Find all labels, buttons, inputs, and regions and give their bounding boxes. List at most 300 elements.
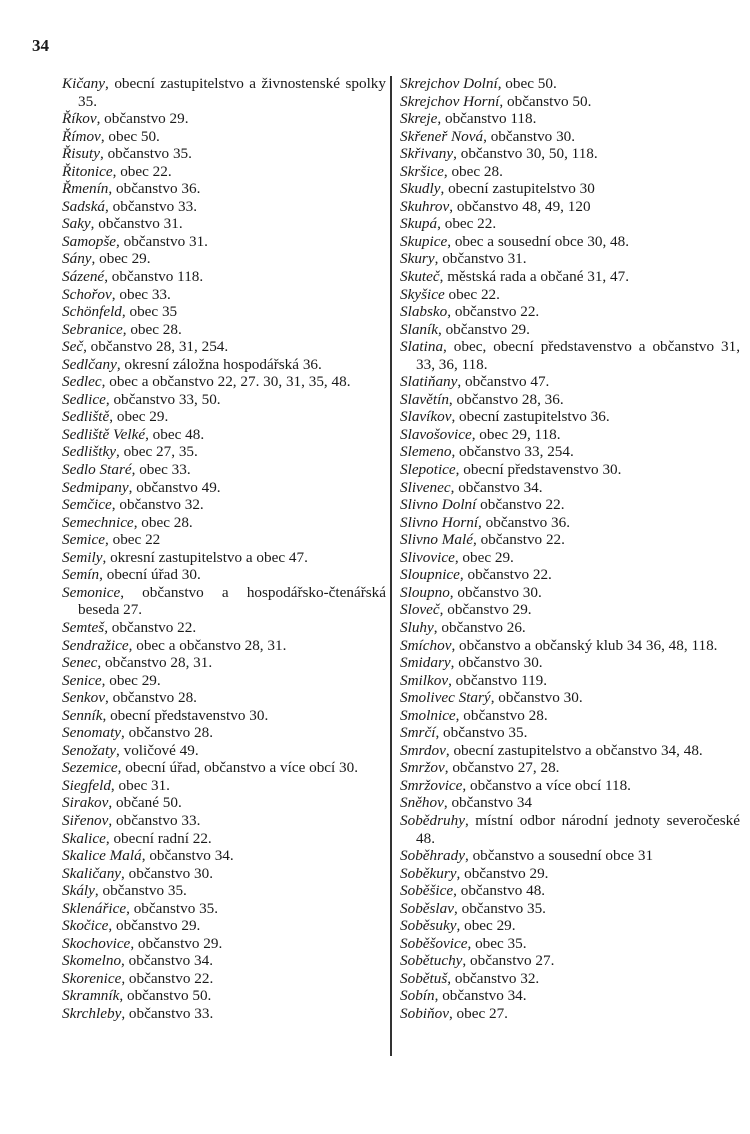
place-name: Sobín: [400, 987, 435, 1005]
place-name: Smidary: [400, 654, 451, 672]
place-name: Smíchov: [400, 636, 452, 654]
place-name: Říkov: [62, 110, 97, 128]
place-name: Sedliště Velké: [62, 425, 146, 443]
place-name: Sobiňov: [400, 1004, 449, 1022]
place-name: Sirakov: [62, 794, 109, 812]
index-entry: [62, 549, 386, 567]
index-entry: [400, 952, 740, 970]
index-entry: [400, 759, 740, 777]
place-name: Soběšice: [400, 882, 454, 900]
entry-text: , občanstvo 28.: [121, 724, 214, 742]
entry-text: , občanstvo 28.: [455, 706, 548, 724]
place-name: Sendražice: [62, 636, 129, 654]
index-entry: [62, 286, 386, 304]
entry-text: , obec 33.: [131, 461, 191, 479]
place-name: Smolivec Starý: [400, 689, 491, 707]
place-name: Slivenec: [400, 478, 451, 496]
index-entry: [62, 970, 386, 988]
index-entry: [400, 479, 740, 497]
entry-text: , obec a sousední obce 30, 48.: [447, 232, 630, 250]
place-name: Soběsuky: [400, 917, 457, 935]
place-name: Skorenice: [62, 969, 122, 987]
index-entry: [62, 707, 386, 725]
entry-text: , občanstvo 48, 49, 120: [449, 197, 591, 215]
index-entry: [62, 847, 386, 865]
entry-text: , obecní zastupitelstvo 30: [440, 180, 595, 198]
index-entry: [400, 110, 740, 128]
entry-text: , obecní představenstvo 30.: [102, 706, 269, 724]
index-entry: [62, 75, 386, 110]
index-entry: [400, 461, 740, 479]
place-name: Sněhov: [400, 794, 444, 812]
place-name: Sluhy: [400, 618, 434, 636]
entry-text: , občanstvo 34.: [434, 987, 527, 1005]
index-entry: [400, 654, 740, 672]
entry-text: , občanstvo 49.: [128, 478, 221, 496]
place-name: Skrejchov Horní: [400, 92, 500, 110]
index-entry: [62, 830, 386, 848]
index-entry: [62, 654, 386, 672]
place-name: Sedliště: [62, 408, 110, 426]
index-entry: [400, 1005, 740, 1023]
entry-text: , obec 31.: [110, 776, 170, 794]
place-name: Sány: [62, 250, 92, 268]
place-name: Sedlištky: [62, 443, 116, 461]
index-entry: [62, 865, 386, 883]
entry-text: , občanstvo 31.: [116, 232, 208, 250]
entry-text: , občanstvo 28, 36.: [448, 390, 564, 408]
entry-text: , občanstvo 33.: [121, 1004, 214, 1022]
place-name: Skramník: [62, 987, 120, 1005]
index-entry: [62, 198, 386, 216]
entry-text: , občanstvo a občanský klub 34 36, 48, 118.: [451, 636, 718, 654]
index-entry: [62, 637, 386, 655]
place-name: Seč: [62, 338, 84, 356]
entry-text: , občanstvo 31.: [434, 250, 527, 268]
place-name: Sedlo Staré: [62, 461, 132, 479]
entry-text: , obec 35.: [467, 934, 527, 952]
place-name: Skochovice: [62, 934, 131, 952]
entry-text: , obec 29.: [454, 548, 514, 566]
index-entry: [62, 356, 386, 374]
index-entry: [62, 619, 386, 637]
index-entry: [400, 321, 740, 339]
place-name: Senkov: [62, 689, 106, 707]
index-entry: [62, 759, 386, 777]
place-name: Slavíkov: [400, 408, 452, 426]
index-entry: [62, 812, 386, 830]
place-name: Sebranice: [62, 320, 123, 338]
entry-text: , občanstvo 22.: [104, 618, 197, 636]
place-name: Sloveč: [400, 601, 440, 619]
index-entry: [62, 479, 386, 497]
entry-text: , občanstvo 27.: [462, 952, 555, 970]
index-entry: [62, 689, 386, 707]
entry-text: , občanstvo a hospodářsko-čtenářská beseda 27.: [78, 583, 386, 619]
place-name: Semonice: [62, 583, 121, 601]
place-name: Siřenov: [62, 811, 109, 829]
index-entry: [62, 584, 386, 619]
place-name: Skály: [62, 882, 95, 900]
place-name: Sedlčany: [62, 355, 117, 373]
entry-text: , občanstvo 30.: [450, 654, 543, 672]
place-name: Slivno Dolní: [400, 496, 477, 514]
index-entry: [400, 987, 740, 1005]
entry-text: , občanstvo 50.: [119, 987, 212, 1005]
index-entry: [400, 601, 740, 619]
place-name: Semechnice: [62, 513, 134, 531]
index-entry: [400, 426, 740, 444]
entry-text: , občanstvo 33, 254.: [451, 443, 574, 461]
place-name: Sklenářice: [62, 899, 127, 917]
entry-text: , obec 29.: [109, 408, 169, 426]
entry-text: , obec a občanstvo 22, 27. 30, 31, 35, 48.: [101, 373, 351, 391]
place-name: Skudly: [400, 180, 441, 198]
entry-text: , občanstvo a sousední obce 31: [464, 847, 654, 865]
place-name: Semčice: [62, 496, 112, 514]
place-name: Soběkury: [400, 864, 457, 882]
entry-text: , občanstvo 119.: [448, 671, 548, 689]
index-entry: [400, 812, 740, 847]
entry-text: , občanstvo 33.: [108, 811, 201, 829]
place-name: Skuteč: [400, 268, 440, 286]
place-name: Slatiňany: [400, 373, 458, 391]
entry-text: , občanstvo 35.: [454, 899, 546, 917]
index-entry: [400, 847, 740, 865]
entry-text: , občanstvo 27, 28.: [444, 759, 560, 777]
entry-text: , občanstvo 29.: [456, 864, 549, 882]
place-name: Skuhrov: [400, 197, 450, 215]
index-entry: [400, 637, 740, 655]
entry-text: , občanstvo 33, 50.: [105, 390, 221, 408]
entry-text: , obec 50.: [100, 127, 160, 145]
entry-text: , obec, obecní představenstvo a občanstvo 31, 33, 36, 118.: [416, 338, 740, 373]
place-name: Slavošovice: [400, 425, 472, 443]
index-entry: [400, 198, 740, 216]
entry-text: , občanstvo 35.: [126, 899, 219, 917]
index-entry: [62, 794, 386, 812]
index-entry: [62, 987, 386, 1005]
entry-text: , obec 27.: [448, 1004, 508, 1022]
entry-text: , občanstvo 30.: [483, 127, 576, 145]
place-name: Sobětuš: [400, 969, 448, 987]
index-entry: [62, 163, 386, 181]
entry-text: obec 22.: [444, 285, 500, 303]
entry-text: , občanstvo 35.: [94, 882, 187, 900]
entry-text: , občanstvo 36.: [108, 180, 201, 198]
entry-text: , občané 50.: [108, 794, 182, 812]
index-column-left: [62, 75, 386, 1023]
index-entry: [400, 917, 740, 935]
place-name: Semteš: [62, 618, 105, 636]
place-name: Slavětín: [400, 390, 449, 408]
entry-text: , občanstvo 22.: [447, 303, 540, 321]
entry-text: , obec 33.: [111, 285, 171, 303]
place-name: Slivno Malé: [400, 531, 473, 549]
entry-text: , obec 28.: [133, 513, 193, 531]
entry-text: , občanstvo 118.: [104, 268, 204, 286]
index-entry: [400, 549, 740, 567]
place-name: Skřivany: [400, 145, 454, 163]
index-entry: [400, 93, 740, 111]
entry-text: , občanstvo 22.: [121, 969, 214, 987]
entry-text: , obec 35: [121, 303, 178, 321]
index-entry: [62, 917, 386, 935]
column-divider: [390, 76, 392, 1056]
index-entry: [400, 268, 740, 286]
entry-text: , občanstvo 30.: [121, 864, 214, 882]
entry-text: , občanstvo 29.: [96, 110, 189, 128]
index-entry: [400, 619, 740, 637]
entry-text: , občanstvo 47.: [457, 373, 550, 391]
place-name: Schořov: [62, 285, 112, 303]
index-entry: [400, 215, 740, 233]
entry-text: , obec 48.: [145, 425, 205, 443]
entry-text: , občanstvo 118.: [437, 110, 537, 128]
index-entry: [62, 566, 386, 584]
place-name: Senomaty: [62, 724, 122, 742]
index-entry: [62, 391, 386, 409]
place-name: Soběslav: [400, 899, 454, 917]
index-entry: [62, 900, 386, 918]
index-entry: [400, 286, 740, 304]
index-entry: [62, 110, 386, 128]
index-entry: [400, 145, 740, 163]
place-name: Skalice: [62, 829, 106, 847]
index-entry: [62, 777, 386, 795]
index-entry: [400, 531, 740, 549]
index-entry: [62, 145, 386, 163]
entry-text: , občanstvo 35.: [435, 724, 528, 742]
entry-text: , občanstvo 32.: [111, 496, 204, 514]
place-name: Skrejchov Dolní: [400, 75, 498, 92]
entry-text: , občanstvo 28.: [105, 689, 197, 707]
index-entry: [62, 443, 386, 461]
entry-text: , občanstvo 33.: [105, 197, 197, 215]
index-entry: [62, 180, 386, 198]
index-entry: [62, 496, 386, 514]
index-entry: [400, 250, 740, 268]
index-entry: [62, 233, 386, 251]
place-name: Skomelno: [62, 952, 122, 970]
place-name: Skřeneř Nová: [400, 127, 484, 145]
index-entry: [62, 952, 386, 970]
entry-text: , občanstvo 34.: [121, 952, 214, 970]
place-name: Kičany: [62, 75, 106, 92]
index-entry: [400, 777, 740, 795]
index-entry: [62, 321, 386, 339]
entry-text: , obecní zastupitelstvo a občanstvo 34, 48.: [445, 741, 703, 759]
place-name: Semín: [62, 566, 100, 584]
entry-text: , obec 29.: [456, 917, 516, 935]
index-entry: [400, 724, 740, 742]
index-entry: [400, 514, 740, 532]
place-name: Sloupnice: [400, 566, 460, 584]
entry-text: , obec 29.: [91, 250, 151, 268]
entry-text: , obec 29.: [101, 671, 161, 689]
index-entry: [400, 408, 740, 426]
entry-text: , občanstvo 22.: [472, 531, 565, 549]
index-entry: [400, 75, 740, 93]
place-name: Smrčí: [400, 724, 436, 742]
place-name: Slivovice: [400, 548, 455, 566]
place-name: Skrchleby: [62, 1004, 122, 1022]
place-name: Sedmipany: [62, 478, 129, 496]
place-name: Skreje: [400, 110, 438, 128]
entry-text: , občanstvo 34: [443, 794, 533, 812]
entry-text: , obecní představenstvo 30.: [455, 461, 622, 479]
entry-text: , obec 27, 35.: [115, 443, 198, 461]
place-name: Semily: [62, 548, 103, 566]
place-name: Skupice: [400, 232, 448, 250]
index-entry: [400, 496, 740, 514]
entry-text: , obec 22: [105, 531, 161, 549]
entry-text: , občanstvo 31.: [90, 215, 183, 233]
place-name: Skyšice: [400, 285, 445, 303]
entry-text: , místní odbor národní jednoty severočeské 48.: [416, 811, 740, 847]
entry-text: , obecní radní 22.: [105, 829, 212, 847]
index-entry: [62, 935, 386, 953]
place-name: Soběšovice: [400, 934, 468, 952]
index-entry: [62, 373, 386, 391]
index-entry: [62, 338, 386, 356]
entry-text: , občanstvo 30, 50, 118.: [453, 145, 598, 163]
place-name: Sadská: [62, 197, 106, 215]
index-entry: [400, 672, 740, 690]
index-entry: [400, 882, 740, 900]
entry-text: , obec 50.: [497, 75, 557, 92]
index-entry: [400, 128, 740, 146]
place-name: Slatina: [400, 338, 444, 356]
place-name: Skršice: [400, 162, 444, 180]
index-entry: [62, 1005, 386, 1023]
entry-text: , obecní úřad, občanstvo a více obcí 30.: [117, 759, 359, 777]
index-entry: [62, 742, 386, 760]
place-name: Skury: [400, 250, 435, 268]
entry-text: , občanstvo 29.: [130, 934, 223, 952]
entry-text: , obecní úřad 30.: [99, 566, 201, 584]
place-name: Smrdov: [400, 741, 446, 759]
page-number: 34: [32, 36, 49, 55]
place-name: Senník: [62, 706, 103, 724]
index-entry: [400, 584, 740, 602]
index-entry: [62, 672, 386, 690]
entry-text: , občanstvo 34.: [450, 478, 543, 496]
index-entry: [400, 794, 740, 812]
place-name: Smržovice: [400, 776, 463, 794]
entry-text: , občanstvo 35.: [99, 145, 192, 163]
place-name: Řisuty: [62, 145, 100, 163]
entry-text: , občanstvo 36.: [478, 513, 571, 531]
place-name: Senožaty: [62, 741, 116, 759]
index-entry: [62, 128, 386, 146]
entry-text: , občanstvo 29.: [108, 917, 201, 935]
index-entry: [62, 724, 386, 742]
place-name: Řmenín: [62, 180, 109, 198]
index-entry: [62, 531, 386, 549]
entry-text: , občanstvo 30.: [449, 583, 542, 601]
entry-text: , voličové 49.: [116, 741, 199, 759]
entry-text: , obecní zastupitelstvo 36.: [451, 408, 610, 426]
index-entry: [62, 303, 386, 321]
index-entry: [400, 338, 740, 373]
place-name: Samopše: [62, 232, 116, 250]
index-entry: [400, 303, 740, 321]
place-name: Senice: [62, 671, 102, 689]
entry-text: , občanstvo 48.: [453, 882, 546, 900]
entry-text: , občanstvo 26.: [433, 618, 526, 636]
place-name: Sloupno: [400, 583, 450, 601]
place-name: Sobědruhy: [400, 811, 465, 829]
index-entry: [400, 742, 740, 760]
index-entry: [400, 233, 740, 251]
entry-text: , obec 28.: [122, 320, 182, 338]
entry-text: , občanstvo a více obcí 118.: [462, 776, 631, 794]
entry-text: , okresní záložna hospodářská 36.: [116, 355, 322, 373]
index-entry: [400, 707, 740, 725]
entry-text: , občanstvo 32.: [447, 969, 540, 987]
place-name: Soběhrady: [400, 847, 465, 865]
index-entry: [62, 268, 386, 286]
index-entry: [62, 215, 386, 233]
index-entry: [400, 180, 740, 198]
place-name: Sezemice: [62, 759, 118, 777]
place-name: Slaník: [400, 320, 438, 338]
index-entry: [400, 900, 740, 918]
place-name: Sázené: [62, 268, 105, 286]
entry-text: , obec 29, 118.: [471, 425, 561, 443]
index-entry: [400, 865, 740, 883]
place-name: Slemeno: [400, 443, 452, 461]
place-name: Smilkov: [400, 671, 449, 689]
entry-text: , občanstvo 50.: [499, 92, 592, 110]
index-entry: [62, 250, 386, 268]
entry-text: , obec 28.: [443, 162, 503, 180]
entry-text: , občanstvo 28, 31, 254.: [83, 338, 229, 356]
index-entry: [62, 461, 386, 479]
place-name: Siegfeld: [62, 776, 111, 794]
place-name: Římov: [62, 127, 101, 145]
index-entry: [62, 408, 386, 426]
index-entry: [62, 882, 386, 900]
entry-text: , obec 22.: [437, 215, 497, 233]
index-entry: [400, 970, 740, 988]
entry-text: , občanstvo 29.: [437, 320, 530, 338]
entry-text: , obec a občanstvo 28, 31.: [128, 636, 287, 654]
place-name: Smržov: [400, 759, 445, 777]
place-name: Schönfeld: [62, 303, 122, 321]
place-name: Smolnice: [400, 706, 456, 724]
entry-text: , občanstvo 28, 31.: [97, 654, 213, 672]
place-name: Sedlice: [62, 390, 106, 408]
index-entry: [62, 514, 386, 532]
place-name: Sedlec: [62, 373, 102, 391]
index-entry: [400, 443, 740, 461]
entry-text: občanstvo 22.: [476, 496, 565, 514]
place-name: Saky: [62, 215, 91, 233]
index-entry: [400, 373, 740, 391]
place-name: Senec: [62, 654, 98, 672]
place-name: Skaličany: [62, 864, 122, 882]
index-entry: [62, 426, 386, 444]
entry-text: , občanstvo 29.: [439, 601, 532, 619]
index-column-right: [400, 75, 740, 1023]
entry-text: , obecní zastupitelstvo a živnostenské spolky 35.: [78, 75, 386, 110]
entry-text: , občanstvo 22.: [459, 566, 552, 584]
index-entry: [400, 935, 740, 953]
place-name: Skočice: [62, 917, 109, 935]
entry-text: , občanstvo 34.: [141, 847, 234, 865]
